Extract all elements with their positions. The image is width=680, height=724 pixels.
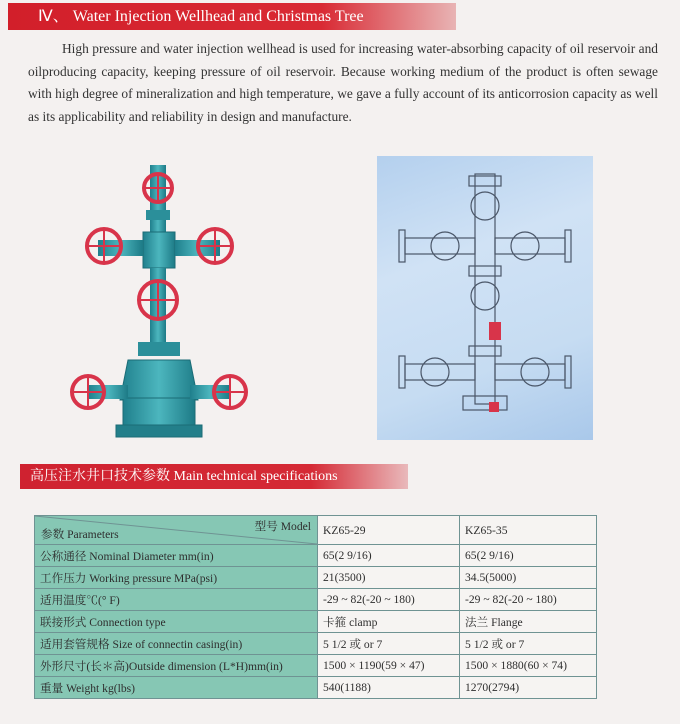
row-value-2: 5 1/2 或 or 7	[460, 633, 597, 655]
wellhead-drawing	[377, 156, 593, 440]
table-row	[35, 567, 597, 589]
row-value-2: 1500 × 1880(60 × 74)	[460, 655, 597, 677]
table-row	[35, 655, 597, 677]
row-value-2: 法兰 Flange	[460, 611, 597, 633]
row-label: 工作压力 Working pressure MPa(psi)	[35, 567, 318, 589]
row-label: 公称通径 Nominal Diameter mm(in)	[35, 545, 318, 567]
specs-table	[34, 515, 597, 699]
row-value-2: 65(2 9/16)	[460, 545, 597, 567]
row-value-1: 卡箍 clamp	[318, 611, 460, 633]
row-value-1: 65(2 9/16)	[318, 545, 460, 567]
intro-paragraph: High pressure and water injection wellhead is used for increasing water-absorbing capacity of oil reservoir and oilproducing capacity, keeping pressure of oil reservoir. Because working medium of the product is often sewage with high degree of mineralization and high temperature, we gave a fully account of its anticorrosion capacity as well as its applicability and reliability in design and manufacture.	[28, 41, 658, 124]
row-label: 重量 Weight kg(lbs)	[35, 677, 318, 699]
row-value-1: -29 ~ 82(-20 ~ 180)	[318, 589, 460, 611]
row-label: 外形尺寸(长＊高)Outside dimension (L*H)mm(in)	[35, 655, 318, 677]
parameters-label: 参数 Parameters	[41, 528, 119, 541]
table-row	[35, 633, 597, 655]
row-label: 联接形式 Connection type	[35, 611, 318, 633]
table-row	[35, 545, 597, 567]
row-value-2: 34.5(5000)	[460, 567, 597, 589]
specs-heading: 高压注水井口技术参数 Main technical specifications	[20, 464, 408, 489]
row-value-1: 5 1/2 或 or 7	[318, 633, 460, 655]
wellhead-photo	[68, 160, 288, 445]
table-row	[35, 611, 597, 633]
row-label: 适用温度℃(° F)	[35, 589, 318, 611]
row-value-1: 21(3500)	[318, 567, 460, 589]
row-label: 适用套管规格 Size of connectin casing(in)	[35, 633, 318, 655]
section-title: Ⅳ、 Water Injection Wellhead and Christmas Tree	[8, 3, 456, 30]
header-diagonal-cell	[35, 516, 318, 545]
model-label: 型号 Model	[254, 520, 311, 533]
row-value-2: -29 ~ 82(-20 ~ 180)	[460, 589, 597, 611]
table-header-row	[35, 516, 597, 545]
table-row	[35, 589, 597, 611]
row-value-1: 540(1188)	[318, 677, 460, 699]
model-2-header: KZ65-35	[460, 516, 597, 545]
row-value-2: 1270(2794)	[460, 677, 597, 699]
model-1-header: KZ65-29	[318, 516, 460, 545]
row-value-1: 1500 × 1190(59 × 47)	[318, 655, 460, 677]
table-row	[35, 677, 597, 699]
